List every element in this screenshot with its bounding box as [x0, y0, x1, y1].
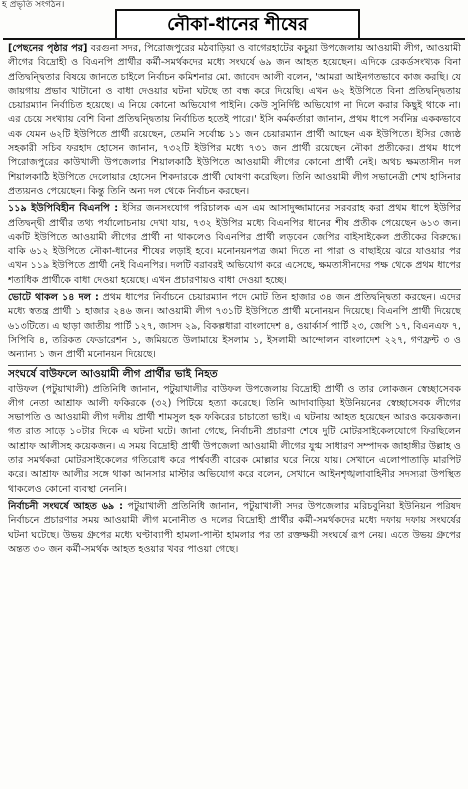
paragraph-intro [8, 42, 461, 199]
headline-rule [3, 38, 465, 40]
section-divider [8, 498, 461, 499]
section-divider [8, 200, 461, 201]
cropped-top-text: হ প্রভৃতি সংগঠন। [2, 0, 65, 10]
paragraph-bauphal [8, 383, 461, 497]
intro-text: বরগুনা সদর, পিরোজপুরের মঠবাড়িয়া ও বাগেরহাটের কচুয়া উপজেলায় আওয়ামী লীগ, আওয়ামী লীগের বিদ্রোহী ও বিএনপি প্রার্থীর কর্মী-সমর্থকদের মধ্যে সংঘর্ষে ৬৯ জন আহত হয়েছেন। এদিকে রেকর্ডসংখ্যক বিনা প্রতিদ্বন্দ্বিতার বিষয়ে জানতে চাইলে নির্বাচন কমিশনার মো. জাবেদ আলী বলেন, 'আমরা আইনগতভাবে কাজ করছি। যে জায়গায় প্রভাব খাটানো ও বাধা দেওয়ার ঘটনা ঘটছে তা বন্ধ করে দিয়েছি। এখন ৬২ ইউপিতে বিনা প্রতিদ্বন্দ্বিতায় চেয়ারম্যান নির্বাচিত হয়েছে। এ নিয়ে কোনো অভিযোগ পাইনি। কেউ সুনির্দিষ্ট অভিযোগ না দিলে করার কিছুই থাকে না। এর চেয়ে সংখ্যায় বেশি বিনা প্রতিদ্বন্দ্বিতায় নির্বাচিত হতেই পারে।' ইসি কর্মকর্তারা জানান, প্রথম ধাপে সর্বনিম্ন এককভাবে এক যেমন ৬২টি ইউপিতে প্রার্থী রয়েছেন, তেমনি সর্বোচ্চ ১১ জন চেয়ারম্যান প্রার্থী আছেন এক ইউপিতে। ইসির জ্যেষ্ঠ সহকারী সচিব ফরহাদ হোসেন জানান, ৭৩২টি ইউপির মধ্যে ৭৩১ জন প্রার্থী রয়েছেন নৌকা প্রতীকের। প্রথম ধাপে পিরোজপুরের কাউখালী উপজেলার শিয়ালকাঠি ইউপিতে আওয়ামী লীগের কোনো প্রার্থী নেই। অথচ ক্ষমতাসীন দল শিয়ালকাঠি ইউপিতে দেলোয়ার হোসেন শিকদারকে প্রার্থী ঘোষণা করেছিল। তিনি আওয়ামী লীগ সভানেত্রী শেখ হাসিনার প্রত্যয়নও পেয়েছেন। কিন্তু তিনি অন্য দল থেকে নির্বাচন করছেন। [8, 43, 461, 197]
article-body [8, 42, 461, 786]
subhead-injured: নির্বাচনী সংঘর্ষে আহত ৬৯ : [8, 500, 123, 512]
subhead-14-parties: ভোটে থাকল ১৪ দল : [8, 292, 99, 304]
injured-text: পটুয়াখালী প্রতিনিধি জানান, পটুয়াখালী সদর উপজেলার মরিচবুনিয়া ইউনিয়ন পরিষদ নির্বাচনে প্রচারণার সময় আওয়ামী লীগ মনোনীত ও দলের বিদ্রোহী প্রার্থীর কর্মী-সমর্থকদের মধ্যে দফায় দফায় সংঘর্ষের ঘটনা ঘটেছে। উভয় গ্রুপের মধ্যে ঘণ্টাব্যাপী হামলা-পাল্টা হামলার পর তা রক্তক্ষয়ী সংঘর্ষে রূপ নেয়। এতে উভয় গ্রুপের অন্তত ৩০ জন কর্মী-সমর্থক আহত হওয়ার খবর পাওয়া গেছে। [8, 500, 461, 555]
subhead-bauphal: সংঘর্ষে বাউফলে আওয়ামী লীগ প্রার্থীর ভাই নিহত [8, 365, 461, 382]
bnp-text: ইসির জনসংযোগ পরিচালক এস এম আসাদুজ্জামানের সরবরাহ করা প্রথম ধাপে ইউপির প্রতিদ্বন্দ্বী প্রার্থীর তথ্য পর্যালোচনায় দেখা যায়, ৭৩২ ইউপির মধ্যে বিএনপির ধানের শীষ প্রতীক পেয়েছেন ৬১৩ জন। একটি ইউপিতে আওয়ামী লীগের প্রার্থী না থাকলেও বিএনপির প্রার্থী লড়বেন জেপির বাইসাইকেল প্রতীকের বিরুদ্ধে। বাকি ৬১২ ইউপিতে নৌকা-ধানের শীষের লড়াই হবে। মনোনয়নপত্র জমা দিতে না পারা ও বাছাইয়ে ঝরে যাওয়ার পর এখন ১১৯ ইউপিতে প্রার্থী নেই বিএনপির। দলটি বরাবরই অভিযোগ করে এসেছে, ক্ষমতাসীনদের পক্ষ থেকে প্রথম ধাপের শতাধিক প্রার্থীকে বাধা দেওয়া হয়েছে। এখন প্রচারণায়ও বাধা দেওয়া হচ্ছে। [8, 203, 461, 286]
subhead-bnp: ১১৯ ইউপিবিহীন বিএনপি : [8, 203, 119, 215]
paragraph-injured [8, 500, 461, 557]
headline: নৌকা-ধানের শীষের [115, 9, 360, 39]
parties-text: প্রথম ধাপের নির্বাচনে চেয়ারম্যান পদে মোট তিন হাজার ৩৪ জন প্রতিদ্বন্দ্বিতা করছেন। এদের মধ্যে স্বতন্ত্র প্রার্থী ১ হাজার ২৪৬ জন। আওয়ামী লীগ ৭৩১টি ইউপিতে প্রার্থী মনোনয়ন দিয়েছে। বিএনপি প্রার্থী দিয়েছে ৬১৩টিতে। এ ছাড়া জাতীয় পার্টি ১২৭, জাসদ ২৯, বিকল্পধারা বাংলাদেশ ৪, ওয়ার্কার্স পার্টি ২৩, জেপি ১৭, বিএনএফ ৭, সিপিবি ৪, তরিকত ফেডারেশন ১, জমিয়তে উলামায়ে ইসলাম ১, ইসলামী আন্দোলন বাংলাদেশ ২২৭, গণফ্রন্ট ৩ ও অন্যান্য ১ জন প্রার্থী মনোনয়ন দিয়েছে। [8, 292, 461, 361]
paragraph-bnp [8, 202, 461, 288]
continuation-label: [পেছনের পৃষ্ঠার পর] [8, 43, 88, 54]
paragraph-14-parties [8, 291, 461, 362]
section-divider [8, 289, 461, 290]
bauphal-text: বাউফল (পটুয়াখালী) প্রতিনিধি জানান, পটুয়াখালীর বাউফল উপজেলায় বিদ্রোহী প্রার্থী ও তার লোকজন স্বেচ্ছাসেবক লীগ নেতা আশ্রাফ আলী ফকিরকে (৩২) পিটিয়ে হত্যা করেছে। তিনি আদাবাড়িয়া ইউনিয়নের স্বেচ্ছাসেবক লীগের সভাপতি ও আওয়ামী লীগ দলীয় প্রার্থী শামসুল হক ফকিরের চাচাতো ভাই। এ ঘটনায় আহত হয়েছেন আরও কয়েকজন। গত রাত সাড়ে ১০টার দিকে এ ঘটনা ঘটে। জানা গেছে, নির্বাচনী প্রচারণা শেষে দুটি মোটরসাইকেলযোগে ফিরছিলেন আশ্রাফ আলীসহ কয়েকজন। এ সময় বিদ্রোহী প্রার্থী উপজেলা আওয়ামী লীগের যুগ্ম সাধারণ সম্পাদক জাহাঙ্গীর উল্লাহ ও তার সমর্থকরা মোটরসাইকেলের গতিরোধ করে পার্শ্ববর্তী বারেক মোল্লার ঘরে নিয়ে যায়। সেখানে এলোপাতাড়ি মারপিট করে। আশ্রাফ আলীর সঙ্গে থাকা আনসার মাস্টার অভিযোগ করে বলেন, সেখানে আইনশৃঙ্খলাবাহিনীর সদস্যরা উপস্থিত থাকলেও কোনো ব্যবস্থা নেননি। [8, 383, 461, 495]
